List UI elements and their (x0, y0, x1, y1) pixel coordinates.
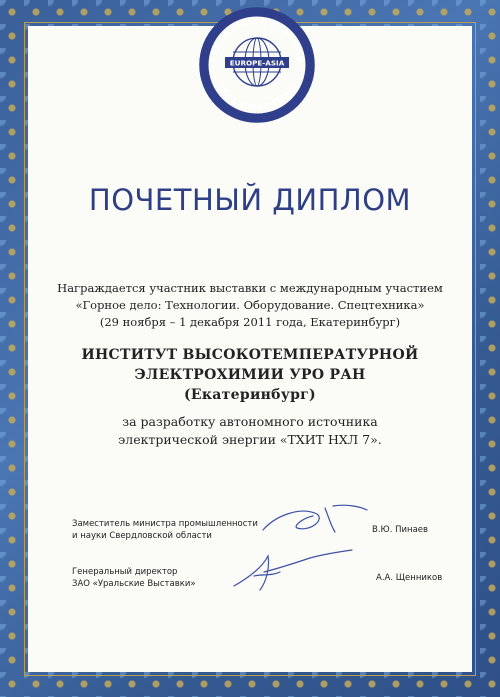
logo-center-text: EUROPE-ASIA (229, 58, 285, 68)
award-intro-line-1: Награждается участник выставки с международным участием (57, 281, 443, 295)
award-intro-line-2: «Горное дело: Технологии. Оборудование. Спецтехника» (75, 298, 425, 312)
organization-line-1: ИНСТИТУТ ВЫСОКОТЕМПЕРАТУРНОЙ (81, 347, 419, 363)
description-line-2: электрической энергии «ТХИТ НХЛ 7». (118, 432, 382, 447)
organization-city: (Екатеринбург) (184, 387, 316, 403)
signatory-1-position-line-1: Заместитель министра промышленности (72, 519, 258, 529)
ural-exhibitions-logo (198, 6, 316, 124)
signatory-2-name: А.А. Щенников (376, 573, 443, 583)
organization-line-2: ЭЛЕКТРОХИМИИ УРО РАН (134, 367, 366, 383)
signatory-1-name: В.Ю. Пинаев (372, 525, 429, 535)
handwritten-signature-2 (228, 538, 358, 594)
logo-top-text: УРАЛЬСКИЕ ВЫСТАВКИ (208, 16, 306, 64)
award-intro-line-3: (29 ноября – 1 декабря 2011 года, Екатеринбург) (99, 315, 401, 329)
description-line-1: за разработку автономного источника (122, 414, 378, 429)
diploma-title: ПОЧЕТНЫЙ ДИПЛОМ (88, 183, 412, 217)
signatory-1-position-line-2: и науки Свердловской области (72, 531, 212, 541)
logo-bottom-text: URAL EXHIBITIONS (214, 82, 300, 114)
signatory-2-position-line-2: ЗАО «Уральские Выставки» (72, 579, 196, 589)
signatory-2-position-line-1: Генеральный директор (72, 567, 178, 577)
